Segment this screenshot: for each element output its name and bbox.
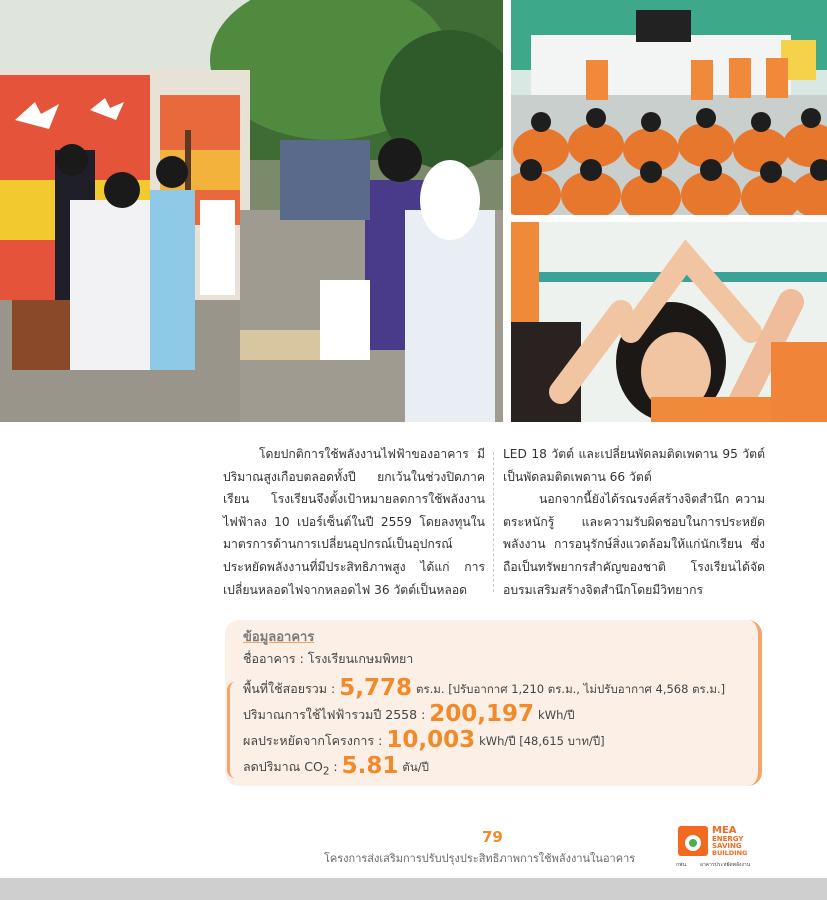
building-info-box	[225, 620, 762, 786]
area-unit: ตร.ม. [ปรับอากาศ 1,210 ตร.ม., ไม่ปรับอากาศ 4,568 ตร.ม.]	[416, 682, 726, 696]
usage-label: ปริมาณการใช้ไฟฟ้ารวมปี 2558 :	[243, 707, 426, 722]
co2-label-colon: :	[329, 759, 338, 774]
building-info-heading: ข้อมูลอาคาร	[243, 630, 315, 645]
logo-line-3: SAVING	[712, 842, 742, 850]
logo-line-1: MEA	[712, 825, 737, 836]
logo-line-2: ENERGY	[712, 835, 744, 843]
area-value: 5,778	[339, 675, 412, 701]
page-number: 79	[482, 828, 503, 846]
building-name-row	[243, 649, 744, 675]
co2-reduction-row	[243, 753, 744, 779]
savings-unit: kWh/ปี [48,615 บาท/ปี]	[479, 734, 605, 748]
co2-subscript: 2	[322, 765, 330, 778]
logo-graphic	[676, 822, 768, 870]
area-label: พื้นที่ใช้สอยรวม :	[243, 681, 336, 696]
logo-small-right: อาคารประหยัดพลังงาน	[700, 862, 751, 868]
column-divider	[493, 452, 494, 592]
body-text-left-column	[223, 443, 485, 601]
students-hand-gesture-photo	[511, 222, 827, 422]
usage-value: 200,197	[429, 701, 535, 727]
electricity-usage-row	[243, 701, 744, 727]
paragraph-energy-usage: โดยปกติการใช้พลังงานไฟฟ้าของอาคาร มีปริมาณสูงเกือบตลอดทั้งปี ยกเว้นในช่วงปิดภาคเรียน โรงเรียนจึงตั้งเป้าหมายลดการใช้พลังงานไฟฟ้าลง 10 เปอร์เซ็นต์ในปี 2559 โดยลงทุนในมาตรการด้านการเปลี่ยนอุปกรณ์เป็นอุปกรณ์ประหยัดพลังงานที่มีประสิทธิภาพสูง ได้แก่ การเปลี่ยนหลอดไฟจากหลอดไฟ 36 วัตต์เป็นหลอด	[223, 447, 485, 597]
savings-value: 10,003	[386, 727, 476, 753]
paragraph-awareness: นอกจากนี้ยังได้รณรงค์สร้างจิตสำนึก ความตระหนักรู้ และความรับผิดชอบในการประหยัดพลังงาน การอนุรักษ์สิ่งแวดล้อมให้แก่นักเรียน ซึ่งถือเป็นทรัพยากรสำคัญของชาติ โรงเรียนได้จัดอบรมเสริมสร้างจิตสำนึกโดยมีวิทยากร	[503, 492, 765, 597]
logo-line-4: BUILDING	[712, 849, 748, 857]
body-text-right-column	[503, 443, 765, 601]
co2-label: ลดปริมาณ CO	[243, 759, 323, 774]
savings-row	[243, 727, 744, 753]
co2-unit: ตัน/ปี	[402, 760, 429, 774]
building-area-row	[243, 675, 744, 701]
savings-label: ผลประหยัดจากโครงการ :	[243, 733, 383, 748]
classroom-activity-photo	[511, 0, 827, 215]
paragraph-led-fan: LED 18 วัตต์ และเปลี่ยนพัดลมติดเพดาน 95 วัตต์ เป็นพัดลมติดเพดาน 66 วัตต์	[503, 447, 765, 484]
usage-unit: kWh/ปี	[538, 708, 575, 722]
mea-energy-saving-building-logo	[676, 822, 768, 870]
mural-painting-photo	[0, 0, 503, 422]
logo-small-left: กฟน.	[676, 862, 688, 868]
building-name-label: ชื่ออาคาร : โรงเรียนเกษมพิทยา	[243, 651, 414, 666]
co2-value: 5.81	[341, 753, 399, 779]
bottom-gray-bar	[0, 878, 827, 900]
footer-project-title: โครงการส่งเสริมการปรับปรุงประสิทธิภาพการใช้พลังงานในอาคาร	[324, 852, 636, 865]
